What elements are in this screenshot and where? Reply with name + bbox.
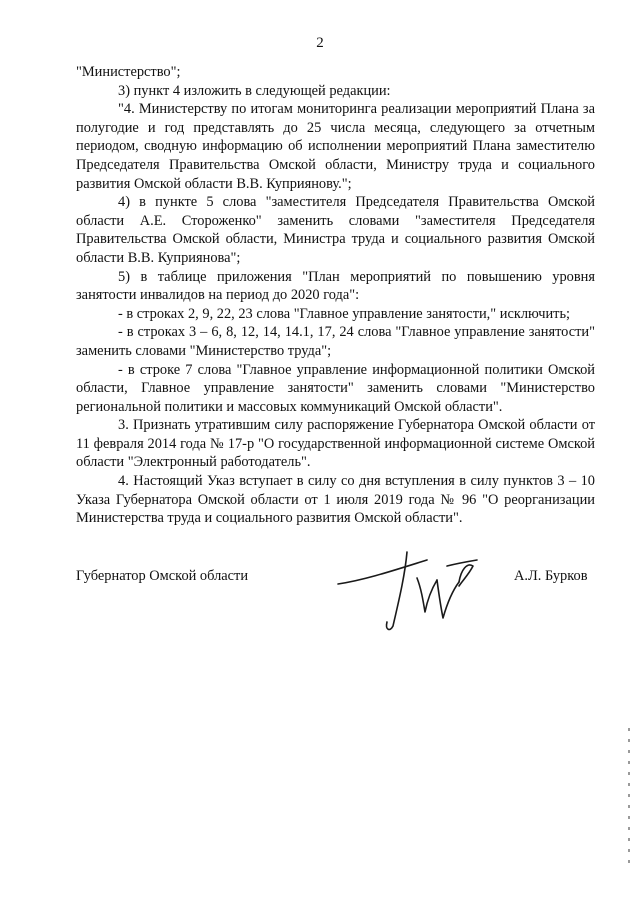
paragraph: 5) в таблице приложения "План мероприятий по повышению уровня занятости инвалидов на период до 2020 года": — [76, 268, 595, 304]
paragraph: 3. Признать утратившим силу распоряжение Губернатора Омской области от 11 февраля 2014 года № 17-р "О государственной информационной системе Омской области "Электронный работодатель". — [76, 417, 595, 471]
paragraph: "Министерство"; — [76, 64, 181, 80]
handwritten-signature — [335, 540, 495, 640]
paragraph: - в строке 7 слова "Главное управление информационной политики Омской области, Главное управление занятости" заменить словами "Министерство региональной политики и массовых коммуникаций Омской области". — [76, 361, 595, 415]
document-body — [76, 63, 595, 528]
signatory-name: А.Л. Бурков — [514, 568, 588, 584]
paragraph: 4) в пункте 5 слова "заместителя Председателя Правительства Омской области А.Е. Стороженко" заменить словами "заместителя Председателя Правительства Омской области, Министра труда и социального развития Омской области В.В. Куприянова"; — [76, 194, 595, 266]
scan-margin-mark — [628, 728, 630, 868]
signatory-title: Губернатор Омской области — [76, 568, 249, 584]
paragraph: - в строках 3 – 6, 8, 12, 14, 14.1, 17, 24 слова "Главное управление занятости" заменить словами "Министерство труда"; — [76, 324, 595, 359]
paragraph: - в строках 2, 9, 22, 23 слова "Главное управление занятости," исключить; — [118, 305, 571, 322]
paragraph: "4. Министерству по итогам мониторинга реализации мероприятий Плана за полугодие и год представлять до 25 числа месяца, следующего за отчетным периодом, сводную информацию об исполнении мероприятий Плана заместителю Председателя Правительства Омской области, Министру труда и социального развития Омской области В.В. Куприянову."; — [76, 101, 595, 192]
paragraph: 3) пункт 4 изложить в следующей редакции: — [118, 82, 391, 99]
page-number: 2 — [316, 35, 324, 51]
paragraph: 4. Настоящий Указ вступает в силу со дня вступления в силу пунктов 3 – 10 Указа Губернатора Омской области от 1 июля 2019 года № 96 "О реорганизации Министерства труда и социального развития Омской области". — [76, 473, 595, 527]
